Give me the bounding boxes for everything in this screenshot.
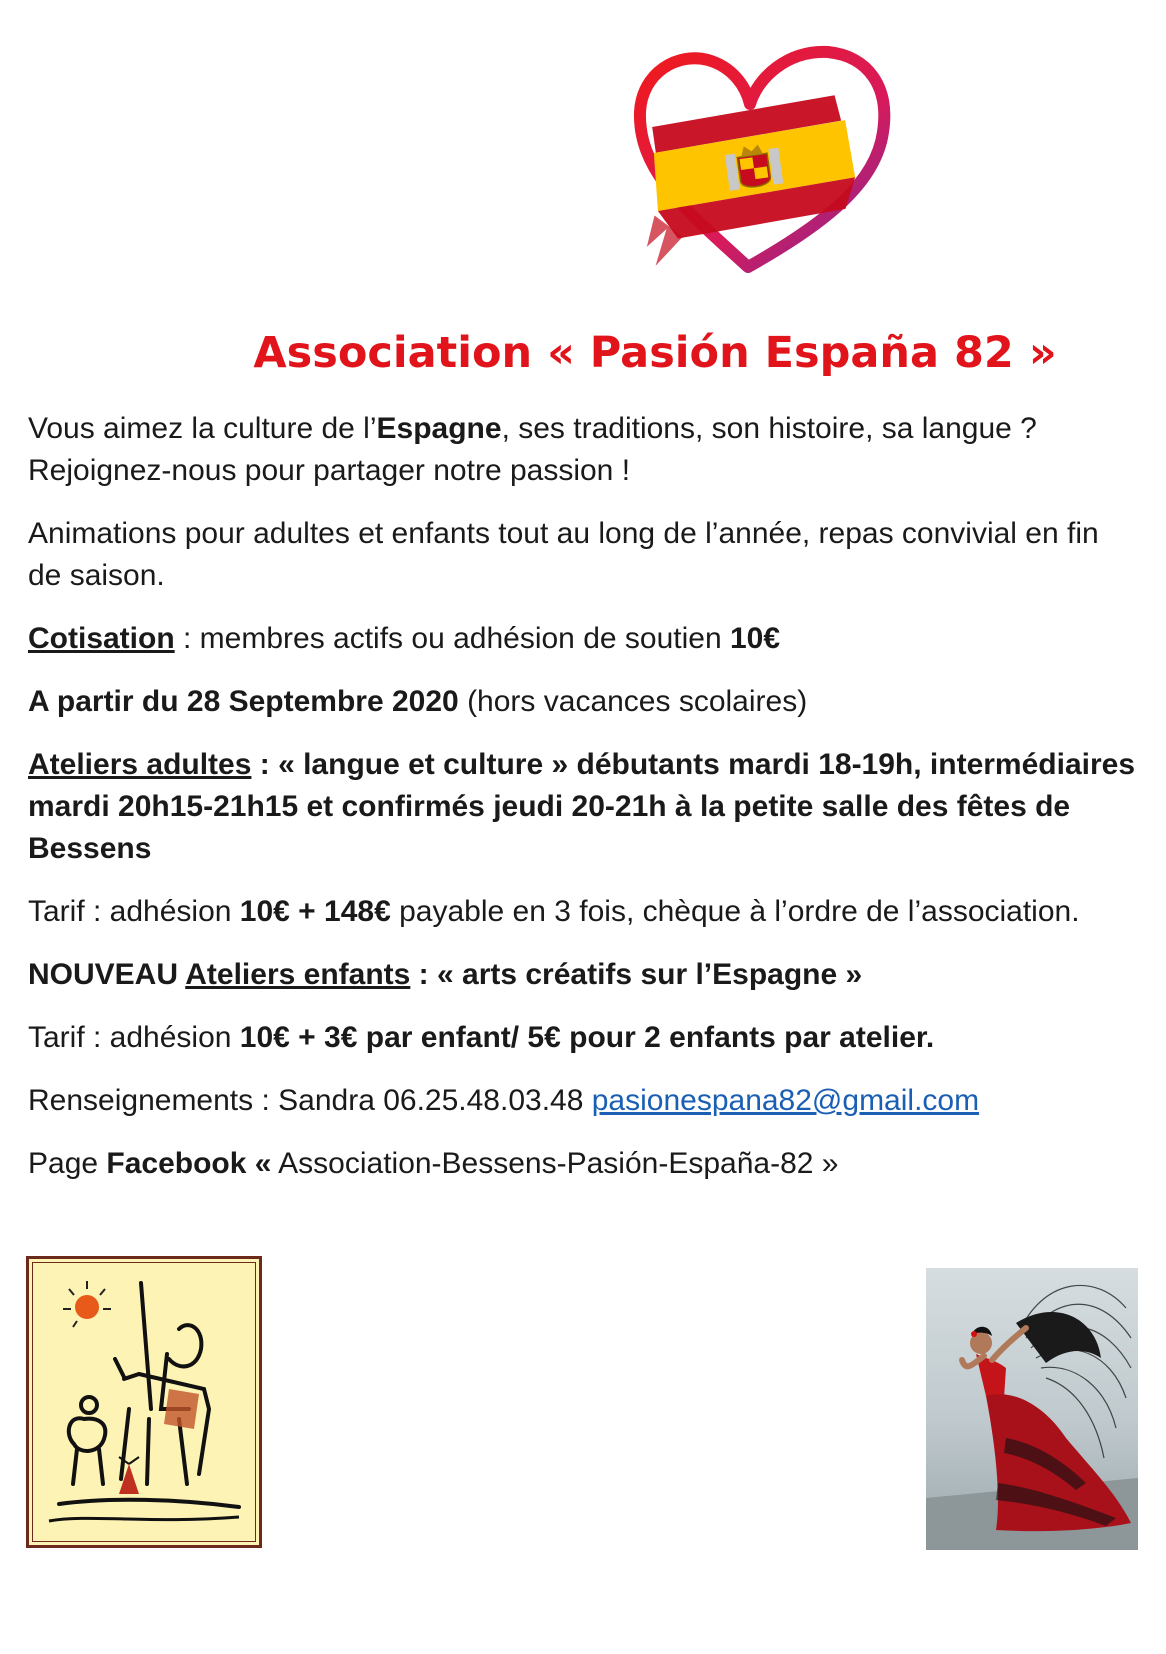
- start-date: A partir du 28 Septembre 2020: [28, 685, 459, 718]
- don-quixote-illustration: [26, 1256, 262, 1548]
- don-quixote-drawing: [29, 1259, 259, 1545]
- intro-text-a: Vous aimez la culture de l’: [28, 412, 377, 445]
- intro-espagne: Espagne: [376, 412, 502, 445]
- cotisation-amount: 10€: [729, 622, 781, 655]
- start-note: (hors vacances scolaires): [458, 685, 808, 718]
- cotisation-text: : membres actifs ou adhésion de soutien: [174, 622, 730, 655]
- email-link[interactable]: pasionespana82@gmail.com: [591, 1084, 980, 1117]
- adults-tarif-text-a: Tarif : adhésion: [28, 895, 240, 928]
- kids-label: Ateliers enfants: [185, 958, 411, 991]
- flamenco-dancer-drawing: [926, 1268, 1138, 1550]
- flyer-body: [28, 408, 1138, 1206]
- kids-new-label: NOUVEAU: [28, 958, 186, 991]
- animations-paragraph: Animations pour adultes et enfants tout au long de l’année, repas convivial en fin de saison.: [28, 517, 1099, 592]
- adults-paragraph: [28, 744, 1138, 870]
- facebook-label: Facebook «: [106, 1147, 272, 1180]
- adults-text: : « langue et culture » débutants mardi 18-19h, intermédiaires mardi 20h15-21h15 et confirmés jeudi 20-21h à la petite salle des fêtes de Bessens: [28, 748, 1136, 865]
- contact-text: Renseignements : Sandra 06.25.48.03.48: [28, 1084, 592, 1117]
- intro-text-b: , ses traditions, son histoire, sa langue ? Rejoignez-nous pour partager notre passion !: [28, 412, 1037, 487]
- adults-tarif-paragraph: [28, 891, 1138, 933]
- heart-spain-flag-icon: [628, 42, 898, 287]
- kids-paragraph: [28, 954, 1138, 996]
- kids-tarif-paragraph: [28, 1017, 1138, 1059]
- adults-tarif-amount: 10€ + 148€: [239, 895, 391, 928]
- kids-tarif-text: Tarif : adhésion: [28, 1021, 240, 1054]
- adults-tarif-text-b: payable en 3 fois, chèque à l’ordre de l’association.: [390, 895, 1080, 928]
- adults-label: Ateliers adultes: [28, 748, 252, 781]
- kids-tarif-amount: 10€ + 3€ par enfant/ 5€ pour 2 enfants par atelier.: [239, 1021, 935, 1054]
- start-date-paragraph: [28, 681, 1138, 723]
- facebook-paragraph: [28, 1143, 1138, 1185]
- page-title: Association « Pasión España 82 »: [253, 328, 1057, 378]
- contact-paragraph: [28, 1080, 1138, 1122]
- cotisation-label: Cotisation: [28, 622, 175, 655]
- flamenco-dancer-photo: [926, 1268, 1138, 1550]
- kids-text: : « arts créatifs sur l’Espagne »: [410, 958, 863, 991]
- intro-paragraph: [28, 408, 1138, 492]
- facebook-text-a: Page: [28, 1147, 107, 1180]
- cotisation-paragraph: [28, 618, 1138, 660]
- facebook-page-name: Association-Bessens-Pasión-España-82 »: [271, 1147, 839, 1180]
